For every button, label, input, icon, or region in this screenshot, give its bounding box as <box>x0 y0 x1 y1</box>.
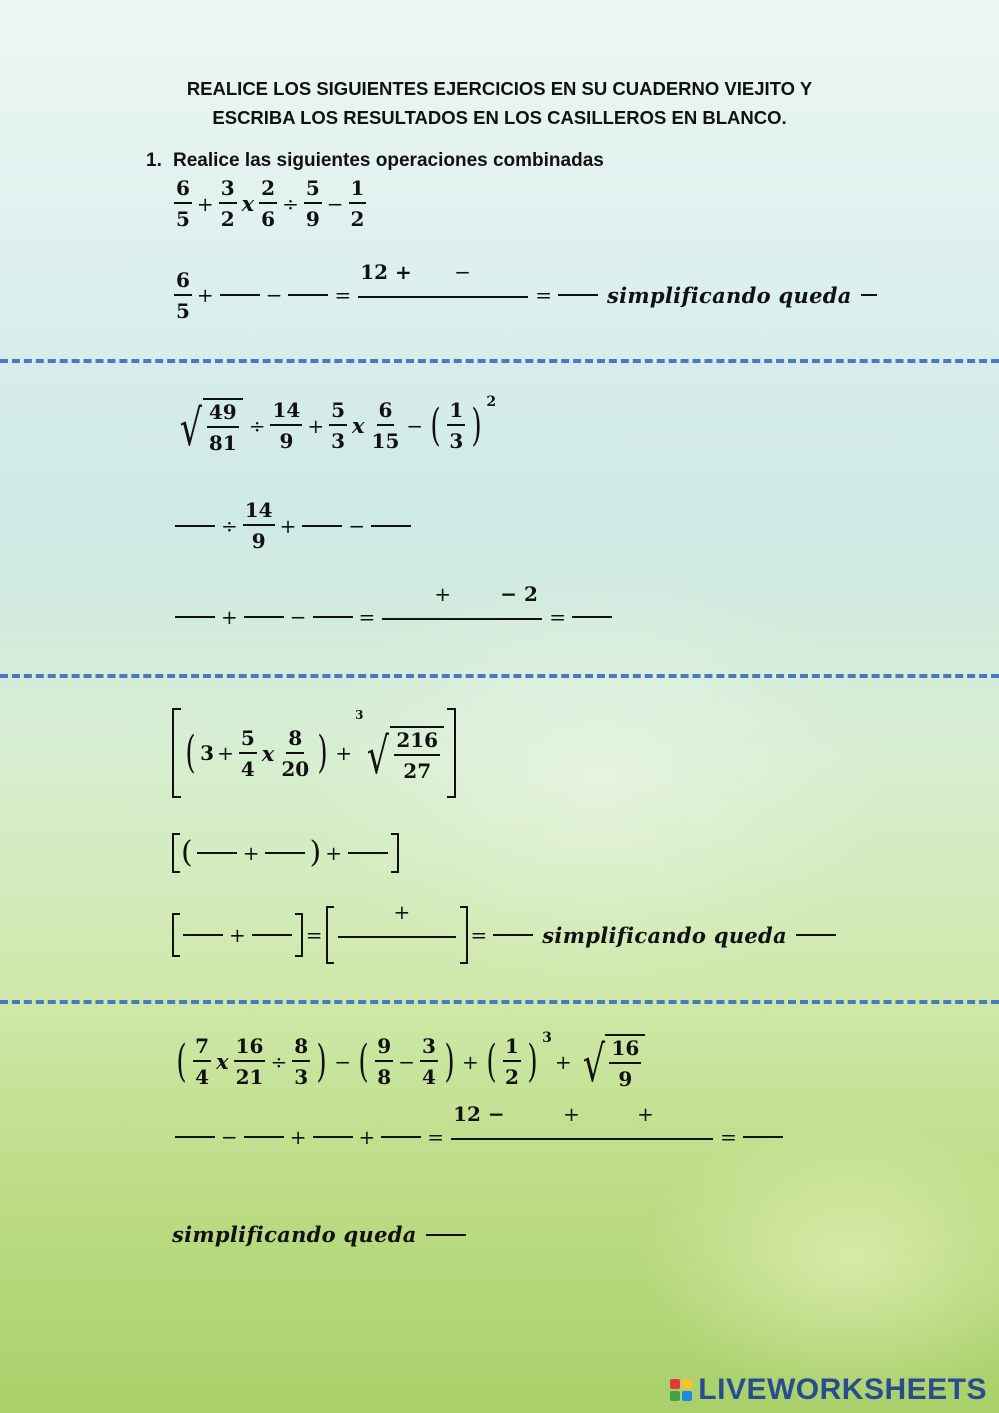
plus-sign: + <box>325 841 342 865</box>
plus-sign: + <box>289 1125 307 1149</box>
minus-sign: − <box>326 191 344 216</box>
fraction: $\frac{16}{21}$ <box>235 1034 264 1089</box>
answer-blank[interactable] <box>288 294 328 296</box>
plus-sign: + <box>358 1125 376 1149</box>
fraction: $\frac{5}{3}$ <box>331 398 346 453</box>
plus-sign: + <box>242 841 260 865</box>
answer-blank[interactable] <box>244 1136 284 1138</box>
exercise-2-work-1 <box>172 500 414 551</box>
plus-sign: + <box>393 900 411 924</box>
answer-blank[interactable] <box>175 616 215 618</box>
plus-sign: + <box>229 923 246 947</box>
instructions-line-2: ESCRIBA LOS RESULTADOS EN LOS CASILLEROS EN BLANCO. <box>212 107 787 128</box>
square-root: √ $\frac{16}{9}$ <box>578 1034 646 1089</box>
plus-sign: + <box>554 1049 572 1074</box>
answer-blank[interactable] <box>743 1136 783 1138</box>
section-divider <box>0 674 999 678</box>
fraction: $\frac{8}{3}$ <box>294 1034 309 1089</box>
equals-sign: = <box>720 1125 737 1149</box>
answer-blank[interactable] <box>861 294 877 296</box>
exercise-2-work-2 <box>172 582 615 644</box>
plus-sign: + <box>637 1102 654 1126</box>
numerator-text: 12 − <box>453 1102 505 1126</box>
answer-blank[interactable] <box>371 525 411 527</box>
answer-blank[interactable] <box>493 934 533 936</box>
logo-text: LIVEWORKSHEETS <box>698 1373 987 1406</box>
fraction: $\frac{5}{4}$ <box>240 725 255 781</box>
fraction: $\frac{9}{8}$ <box>377 1034 392 1089</box>
integer: 3 <box>200 741 215 765</box>
plus-sign: + <box>196 191 214 216</box>
minus-sign: − <box>454 260 471 284</box>
exercise-3-work-2 <box>172 900 839 964</box>
exercise-2-expression: √ $\frac{49}{81}$ ÷ $\frac{14}{9}$ + $\frac{5}{3}$ x $\frac{6}{15}$ − ( $\frac{1}{3}$ ) 2 <box>172 398 496 453</box>
equals-sign: = <box>535 283 552 307</box>
cube-root: √ $\frac{216}{27}$ <box>362 726 444 781</box>
exercise-4-work <box>172 1102 786 1164</box>
fraction: $\frac{14}{9}$ <box>244 498 273 553</box>
div-sign: ÷ <box>221 513 238 538</box>
times-sign: x <box>241 191 255 216</box>
fraction: $\frac{3}{2}$ <box>220 176 235 231</box>
answer-blank[interactable] <box>426 1234 466 1236</box>
instructions-header <box>0 74 999 132</box>
numerator-text: 12 + <box>360 260 412 284</box>
answer-blank[interactable] <box>572 616 612 618</box>
answer-blank[interactable] <box>302 525 342 527</box>
plus-sign: + <box>563 1102 580 1126</box>
exercise-3-expression: ( 3 + $\frac{5}{4}$ x $\frac{8}{20}$ ) + 3 √ $\frac{216}{27}$ <box>172 708 456 798</box>
simplify-label: simplificando queda <box>606 282 852 308</box>
minus-sign: − <box>406 413 424 438</box>
question-title <box>146 150 604 172</box>
instructions-line-1: REALICE LOS SIGUIENTES EJERCICIOS EN SU CUADERNO VIEJITO Y <box>186 78 813 99</box>
div-sign: ÷ <box>282 191 299 216</box>
exercise-3-work-1: ( + ) + <box>172 833 399 873</box>
fraction: $\frac{7}{4}$ <box>195 1034 210 1089</box>
simplify-label: simplificando queda <box>172 1222 417 1247</box>
combined-fraction[interactable] <box>338 900 456 962</box>
answer-blank[interactable] <box>348 852 388 854</box>
fraction: $\frac{5}{9}$ <box>305 176 320 231</box>
exercise-1-expression <box>172 178 368 229</box>
minus-sign: − <box>398 1049 415 1074</box>
fraction: $\frac{3}{4}$ <box>421 1034 436 1089</box>
minus-sign: − <box>348 513 366 538</box>
combined-fraction[interactable] <box>451 1102 713 1164</box>
fraction: $\frac{8}{20}$ <box>281 725 310 781</box>
answer-blank[interactable] <box>175 1136 215 1138</box>
answer-blank[interactable] <box>313 616 353 618</box>
exercise-4-expression: ( $\frac{7}{4}$ x $\frac{16}{21}$ ÷ $\frac{8}{3}$ ) − ( $\frac{9}{8}$ − $\frac{3}{4}$ ) + ( $\frac{1}{2}$ ) 3 + √ $\frac{16}{9}$ <box>172 1034 648 1089</box>
square-root: √ $\frac{49}{81}$ <box>175 398 243 453</box>
times-sign: x <box>352 413 365 438</box>
combined-fraction[interactable] <box>358 260 528 322</box>
equals-sign: = <box>470 923 488 947</box>
exercise-1-work <box>172 260 880 323</box>
fraction: $\frac{6}{15}$ <box>371 398 400 453</box>
numerator-text: − 2 <box>500 582 538 606</box>
equals-sign: = <box>427 1125 445 1149</box>
minus-sign: − <box>289 605 307 629</box>
fraction: $\frac{1}{2}$ <box>350 176 365 231</box>
fraction: $\frac{1}{2}$ <box>504 1034 519 1089</box>
left-bracket <box>172 708 181 798</box>
plus-sign: + <box>434 582 452 606</box>
exponent: 3 <box>542 1030 552 1046</box>
equals-sign: = <box>549 605 567 629</box>
answer-blank[interactable] <box>197 852 237 854</box>
answer-blank[interactable] <box>381 1136 421 1138</box>
section-divider <box>0 359 999 363</box>
answer-blank[interactable] <box>183 934 223 936</box>
equals-sign: = <box>334 283 352 307</box>
fraction: $\frac{6}{5}$ <box>176 267 190 323</box>
plus-sign: + <box>196 283 214 307</box>
logo-cube-icon <box>670 1379 692 1401</box>
answer-blank[interactable] <box>220 294 260 296</box>
div-sign: ÷ <box>270 1049 288 1074</box>
minus-sign: − <box>334 1049 352 1074</box>
liveworksheets-logo <box>670 1373 987 1407</box>
simplify-label: simplificando queda <box>542 922 787 948</box>
fraction: $\frac{6}{5}$ <box>176 176 190 231</box>
plus-sign: + <box>462 1049 479 1074</box>
answer-blank[interactable] <box>252 934 292 936</box>
plus-sign: + <box>221 605 238 629</box>
plus-sign: + <box>335 741 353 765</box>
fraction: $\frac{1}{3}$ <box>449 398 464 453</box>
right-bracket <box>447 708 456 798</box>
answer-blank[interactable] <box>313 1136 353 1138</box>
fraction: $\frac{14}{9}$ <box>272 398 301 453</box>
plus-sign: + <box>279 513 297 538</box>
section-divider <box>0 1000 999 1004</box>
question-text: Realice las siguientes operaciones combinadas <box>173 150 604 171</box>
exercise-4-result <box>172 1222 469 1247</box>
fraction: $\frac{2}{6}$ <box>261 176 276 231</box>
answer-blank[interactable] <box>175 525 215 527</box>
answer-blank[interactable] <box>796 934 836 936</box>
times-sign: x <box>216 1049 229 1074</box>
answer-blank[interactable] <box>244 616 284 618</box>
answer-blank[interactable] <box>558 294 598 296</box>
minus-sign: − <box>221 1125 238 1149</box>
plus-sign: + <box>307 413 325 438</box>
div-sign: ÷ <box>248 413 266 438</box>
minus-sign: − <box>265 283 283 307</box>
answer-blank[interactable] <box>265 852 305 854</box>
exponent: 2 <box>486 394 497 410</box>
equals-sign: = <box>305 923 323 947</box>
root-index: 3 <box>355 708 364 722</box>
combined-fraction[interactable] <box>382 582 542 644</box>
question-number: 1. <box>146 150 162 171</box>
times-sign: x <box>261 740 275 766</box>
equals-sign: = <box>358 605 376 629</box>
plus-sign: + <box>217 741 234 765</box>
